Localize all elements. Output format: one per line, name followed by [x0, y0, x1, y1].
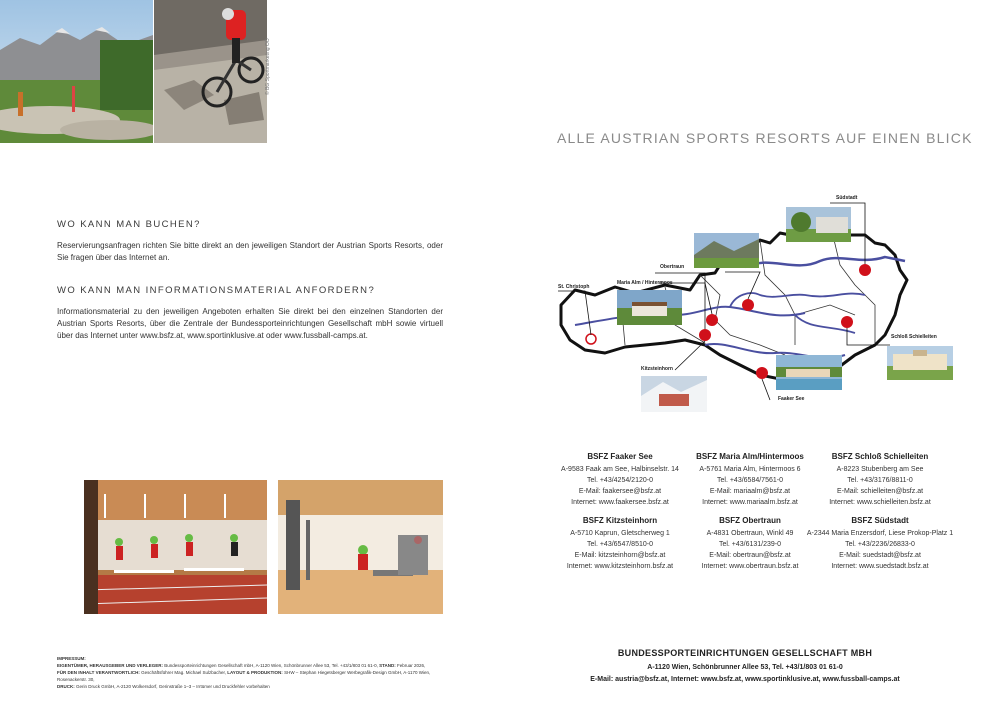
address-tel: Tel. +43/4254/2120-0: [587, 477, 653, 484]
address-web: Internet: www.schielleiten.bsfz.at: [829, 499, 931, 506]
address-name: BSFZ Südstadt: [851, 516, 909, 525]
info-heading: WO KANN MAN INFORMATIONSMATERIAL ANFORDERN?: [57, 285, 376, 296]
address-street: A-8223 Stubenberg am See: [836, 466, 924, 473]
address-email: E-Mail: mariaalm@bsfz.at: [709, 488, 791, 495]
address-web: Internet: www.obertraun.bsfz.at: [701, 563, 799, 570]
address-street: A-5761 Maria Alm, Hintermoos 6: [699, 466, 801, 473]
label-maria-alm: Maria Alm / Hintermoos: [617, 280, 673, 286]
label-kitzsteinhorn: Kitzsteinhorn: [641, 366, 673, 372]
imprint-date-label: STAND:: [377, 663, 396, 668]
address-name: BSFZ Maria Alm/Hintermoos: [696, 452, 804, 461]
marker-schielleiten: [841, 316, 853, 328]
park-photo: [0, 0, 153, 143]
footer-contact: E-Mail: austria@bsfz.at, Internet: www.bsfz.at, www.sportinklusive.at, www.fussball-camps.at: [590, 676, 900, 683]
page-title: ALLE AUSTRIAN SPORTS RESORTS AUF EINEN BLICK: [557, 130, 973, 146]
marker-maria-alm: [706, 314, 718, 326]
address-web: Internet: www.mariaalm.bsfz.at: [702, 499, 798, 506]
address-kitzsteinhorn: [550, 515, 690, 572]
imprint-layout-text: SHW – Stephan Hiegetsberger Werbegrafik-Design GmbH, A-1170 Wien, Rosenackerstr. 30,: [57, 670, 431, 682]
thumb-faaker-see: [776, 355, 842, 390]
address-name: BSFZ Schloß Schielleiten: [831, 452, 929, 461]
imprint-print-label: DRUCK:: [57, 684, 75, 689]
hurdles-photo: [84, 480, 267, 614]
label-obertraun: Obertraun: [660, 264, 685, 270]
gym-photo: [278, 480, 443, 614]
booking-heading: WO KANN MAN BUCHEN?: [57, 219, 201, 230]
booking-text: Reservierungsanfragen richten Sie bitte direkt an den jeweiligen Standort der Austrian Sports Resorts, oder Sie fragen über das Internet an.: [57, 241, 443, 262]
address-street: A-4831 Obertraun, Winkl 49: [706, 530, 794, 537]
address-name: BSFZ Kitzsteinhorn: [582, 516, 658, 525]
imprint-owner-text: Bundessporteinrichtungen Gesellschaft mbH, A-1120 Wien, Schönbrunner Allee 53, Tel. +43/1/803 01 61-0,: [163, 663, 378, 668]
address-email: E-Mail: kitzsteinhorn@bsfz.at: [574, 552, 666, 559]
imprint-owner-label: EIGENTÜMER, HERAUSGEBER UND VERLEGER:: [57, 663, 164, 668]
marker-suedstadt: [859, 264, 871, 276]
address-tel: Tel. +43/6547/8510-0: [587, 541, 653, 548]
label-st-christoph: St. Christoph: [558, 284, 590, 290]
address-schielleiten: [810, 451, 950, 508]
mountain-bike-photo: [154, 0, 267, 143]
address-street: A-9583 Faak am See, Halbinselstr. 14: [561, 466, 679, 473]
address-maria-alm: [680, 451, 820, 508]
address-tel: Tel. +43/6131/239-0: [718, 541, 782, 548]
marker-obertraun: [742, 299, 754, 311]
address-email: E-Mail: obertraun@bsfz.at: [709, 552, 791, 559]
thumb-maria-alm: [617, 290, 682, 325]
imprint-title: IMPRESSUM:: [57, 656, 86, 661]
address-suedstadt: [805, 515, 955, 572]
address-web: Internet: www.suedstadt.bsfz.at: [831, 563, 929, 570]
address-web: Internet: www.kitzsteinhorn.bsfz.at: [566, 563, 674, 570]
address-email: E-Mail: schielleiten@bsfz.at: [836, 488, 924, 495]
label-suedstadt: Südstadt: [836, 195, 858, 201]
thumb-suedstadt: [786, 207, 851, 242]
footer-address: A-1120 Wien, Schönbrunner Allee 53, Tel. +43/1/803 01 61-0: [647, 664, 843, 671]
imprint-responsible-label: FÜR DEN INHALT VERANTWORTLICH:: [57, 670, 140, 675]
thumb-schielleiten: [887, 346, 953, 380]
photo-credit: © BG Sportmarketing OÖ: [265, 38, 271, 95]
marker-faaker-see: [756, 367, 768, 379]
address-web: Internet: www.faakersee.bsfz.at: [571, 499, 669, 506]
marker-kitzsteinhorn: [699, 329, 711, 341]
address-name: BSFZ Faaker See: [587, 452, 653, 461]
label-schielleiten: Schloß Schielleiten: [891, 334, 937, 340]
address-name: BSFZ Obertraun: [719, 516, 781, 525]
imprint-layout-label: LAYOUT & PRODUKTION:: [225, 670, 283, 675]
imprint-responsible-text: Geschäftsführer Mag. Michael Sulzbacher,: [139, 670, 226, 675]
imprint-date-text: Februar 2026,: [395, 663, 426, 668]
austria-map: [555, 195, 955, 415]
address-email: E-Mail: faakersee@bsfz.at: [578, 488, 662, 495]
address-tel: Tel. +43/3176/8811-0: [847, 477, 913, 484]
address-obertraun: [680, 515, 820, 572]
address-email: E-Mail: suedstadt@bsfz.at: [839, 552, 921, 559]
imprint: [57, 655, 447, 690]
imprint-print-text: Gerin Druck GmbH, A-2120 Wolkersdorf, Gerinstraße 1–3 – Irrtümer und Druckfehler vorbehalten: [74, 684, 270, 689]
address-faaker-see: [550, 451, 690, 508]
address-street: A-5710 Kaprun, Gletscherweg 1: [570, 530, 670, 537]
thumb-kitzsteinhorn: [641, 376, 707, 412]
address-street: A-2344 Maria Enzersdorf, Liese Prokop-Platz 1: [806, 530, 954, 537]
thumb-obertraun: [694, 233, 759, 268]
label-faaker-see: Faaker See: [778, 396, 805, 402]
info-text: Informationsmaterial zu den jeweiligen Angeboten erhalten Sie direkt bei den einzelnen Standorten der Austrian Sports Resorts, über die Zentrale der Bundessporteinrichtungen Gesellschaft mbH sowie virtuell über das Internet unter www.bsfz.at, www.sportinklusive.at oder www.fussball-camps.at.: [57, 307, 443, 340]
footer-company: BUNDESSPORTEINRICHTUNGEN GESELLSCHAFT MBH: [617, 648, 873, 658]
address-tel: Tel. +43/2236/26833-0: [845, 541, 915, 548]
address-tel: Tel. +43/6584/7561-0: [717, 477, 783, 484]
